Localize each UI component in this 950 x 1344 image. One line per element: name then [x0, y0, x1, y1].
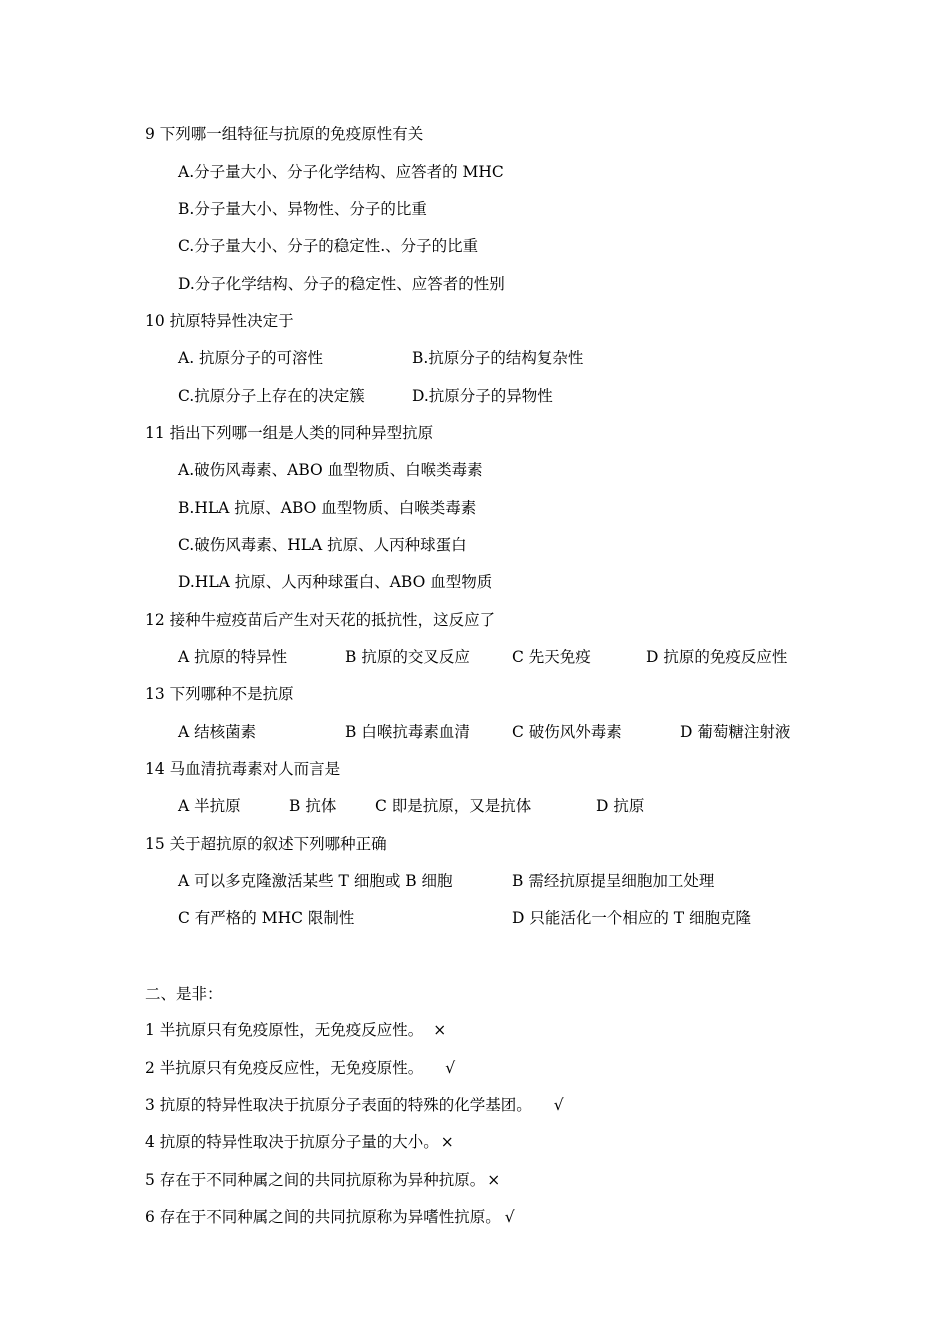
- answer-mark: √: [553, 1096, 564, 1114]
- option-c: C 先天免疫: [512, 648, 591, 666]
- option-d: D.HLA 抗原、人丙种球蛋白、ABO 血型物质: [178, 573, 493, 591]
- question-stem: 12 接种牛痘疫苗后产生对天花的抵抗性，这反应了: [145, 611, 496, 629]
- option-a: A 可以多克隆激活某些 T 细胞或 B 细胞: [178, 872, 453, 890]
- option-b: B.HLA 抗原、ABO 血型物质、白喉类毒素: [178, 499, 477, 517]
- statement-item: [145, 1095, 564, 1115]
- statement-text: 1 半抗原只有免疫原性，无免疫反应性。: [145, 1021, 424, 1039]
- statement-text: 5 存在于不同种属之间的共同抗原称为异种抗原。: [145, 1171, 486, 1189]
- question-stem: 15 关于超抗原的叙述下列哪种正确: [145, 835, 387, 853]
- option-c: C.分子量大小、分子的稳定性.、分子的比重: [178, 237, 479, 255]
- question-stem: 14 马血清抗毒素对人而言是: [145, 760, 341, 778]
- option-c: C 有严格的 MHC 限制性: [178, 909, 355, 927]
- statement-item: [145, 1170, 500, 1190]
- option-a: A.破伤风毒素、ABO 血型物质、白喉类毒素: [178, 461, 483, 479]
- statement-item: [145, 1020, 446, 1040]
- statement-item: [145, 1132, 454, 1152]
- option-b: B 白喉抗毒素血清: [345, 723, 470, 741]
- statement-text: 3 抗原的特异性取决于抗原分子表面的特殊的化学基团。: [145, 1096, 532, 1114]
- option-c: C 即是抗原，又是抗体: [375, 797, 532, 815]
- option-b: B.抗原分子的结构复杂性: [412, 349, 584, 367]
- answer-mark: ×: [440, 1133, 454, 1151]
- option-d: D.抗原分子的异物性: [412, 387, 553, 405]
- option-d: D 抗原的免疫反应性: [646, 648, 788, 666]
- statement-text: 6 存在于不同种属之间的共同抗原称为异嗜性抗原。: [145, 1208, 501, 1226]
- option-d: D 只能活化一个相应的 T 细胞克隆: [512, 909, 752, 927]
- option-a: A. 抗原分子的可溶性: [178, 349, 324, 367]
- option-a: A 结核菌素: [178, 723, 257, 741]
- answer-mark: ×: [487, 1171, 501, 1189]
- answer-mark: ×: [433, 1021, 447, 1039]
- option-a: A.分子量大小、分子化学结构、应答者的 MHC: [178, 163, 504, 181]
- option-b: B 抗体: [289, 797, 337, 815]
- statement-text: 4 抗原的特异性取决于抗原分子量的大小。: [145, 1133, 439, 1151]
- answer-mark: √: [504, 1208, 515, 1226]
- option-d: D 抗原: [596, 797, 645, 815]
- question-stem: 11 指出下列哪一组是人类的同种异型抗原: [145, 424, 434, 442]
- option-c: C.抗原分子上存在的决定簇: [178, 387, 365, 405]
- option-a: A 半抗原: [178, 797, 241, 815]
- question-stem: 10 抗原特异性决定于: [145, 312, 294, 330]
- option-c: C.破伤风毒素、HLA 抗原、人丙种球蛋白: [178, 536, 467, 554]
- option-a: A 抗原的特异性: [178, 648, 288, 666]
- option-c: C 破伤风外毒素: [512, 723, 622, 741]
- option-d: D.分子化学结构、分子的稳定性、应答者的性别: [178, 275, 505, 293]
- option-b: B 需经抗原提呈细胞加工处理: [512, 872, 715, 890]
- section-title: 二、是非：: [145, 985, 223, 1003]
- statement-item: [145, 1058, 455, 1078]
- option-b: B.分子量大小、异物性、分子的比重: [178, 200, 427, 218]
- statement-item: [145, 1207, 515, 1227]
- answer-mark: √: [445, 1059, 456, 1077]
- option-d: D 葡萄糖注射液: [680, 723, 791, 741]
- question-stem: 13 下列哪种不是抗原: [145, 685, 294, 703]
- option-b: B 抗原的交叉反应: [345, 648, 470, 666]
- question-stem: 9 下列哪一组特征与抗原的免疫原性有关: [145, 125, 424, 143]
- statement-text: 2 半抗原只有免疫反应性，无免疫原性。: [145, 1059, 424, 1077]
